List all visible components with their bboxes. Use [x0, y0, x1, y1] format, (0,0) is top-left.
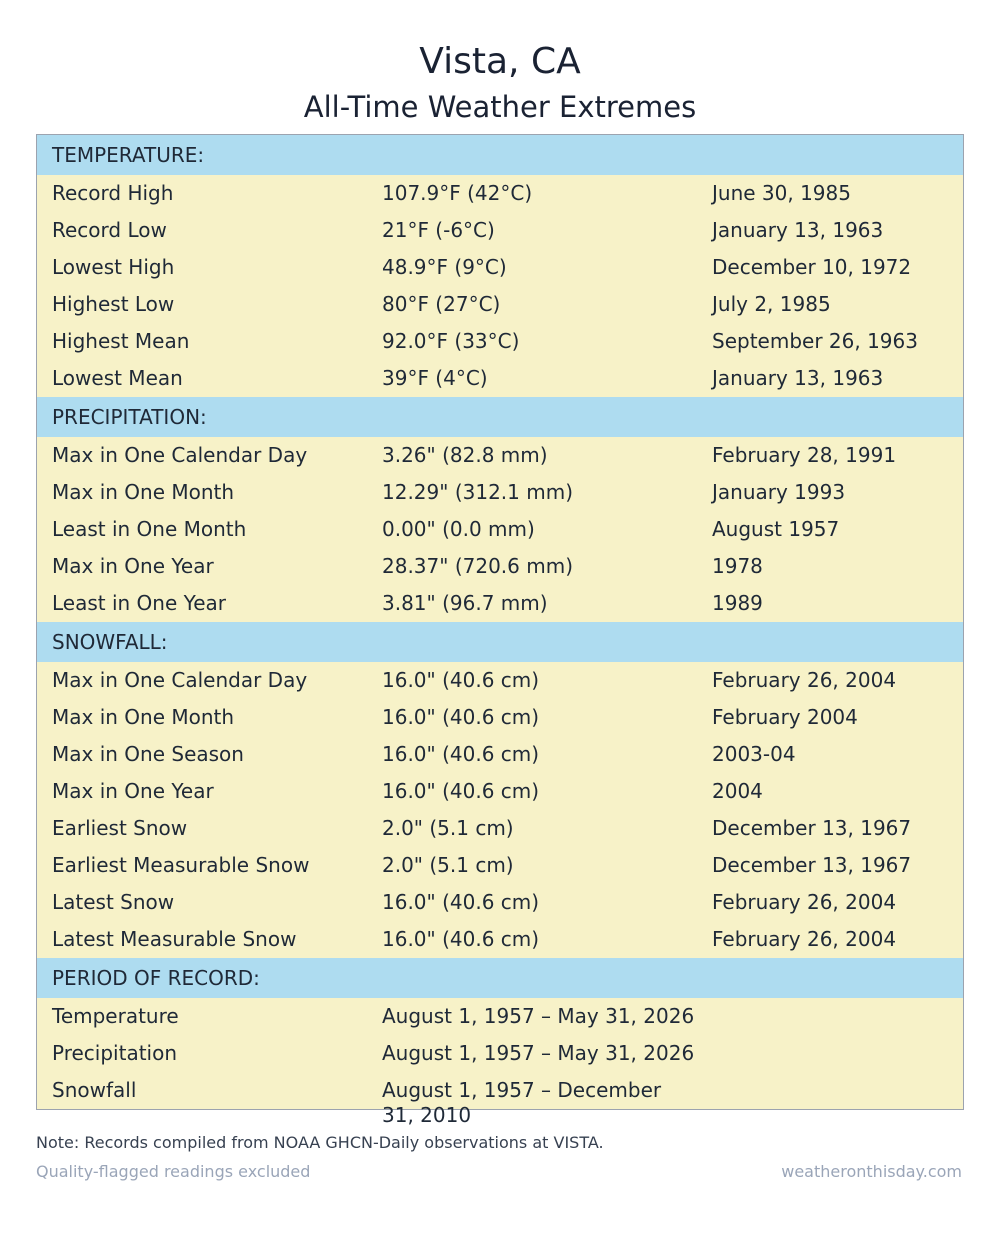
table-row	[37, 175, 963, 212]
footer-site-link[interactable]: weatheronthisday.com	[781, 1162, 962, 1181]
row-label: Snowfall	[52, 1078, 137, 1102]
row-value: 16.0" (40.6 cm)	[382, 890, 540, 914]
row-date: August 1957	[712, 517, 840, 541]
table-row	[37, 511, 963, 548]
row-label: Lowest High	[52, 255, 175, 279]
row-value: 21°F (-6°C)	[382, 218, 495, 242]
table-row	[37, 773, 963, 810]
row-date: June 30, 1985	[712, 181, 851, 205]
row-value: 16.0" (40.6 cm)	[382, 668, 540, 692]
table-row	[37, 921, 963, 958]
row-value: August 1, 1957 – May 31, 2026	[382, 1041, 695, 1065]
row-label: Max in One Calendar Day	[52, 668, 308, 692]
table-row	[37, 1035, 963, 1072]
row-label: Record High	[52, 181, 174, 205]
table-row	[37, 810, 963, 847]
table-row	[37, 884, 963, 921]
page-title: Vista, CA	[419, 41, 581, 82]
row-value: 12.29" (312.1 mm)	[382, 480, 573, 504]
row-label: Highest Low	[52, 292, 175, 316]
row-label: Earliest Measurable Snow	[52, 853, 310, 877]
row-date: 2004	[712, 779, 763, 803]
row-date: February 26, 2004	[712, 890, 897, 914]
row-value: 16.0" (40.6 cm)	[382, 927, 540, 951]
row-value: 2.0" (5.1 cm)	[382, 853, 514, 877]
source-note: Note: Records compiled from NOAA GHCN-Daily observations at VISTA.	[36, 1133, 604, 1152]
table-row	[37, 212, 963, 249]
row-value: 0.00" (0.0 mm)	[382, 517, 535, 541]
row-label: Max in One Season	[52, 742, 244, 766]
table-row	[37, 360, 963, 397]
table-row	[37, 699, 963, 736]
row-value: 107.9°F (42°C)	[382, 181, 533, 205]
table-row	[37, 585, 963, 622]
section-header-precipitation: PRECIPITATION:	[37, 397, 963, 437]
row-value: 16.0" (40.6 cm)	[382, 779, 540, 803]
row-label: Max in One Year	[52, 554, 214, 578]
section-header-temperature: TEMPERATURE:	[37, 135, 963, 175]
row-date: December 13, 1967	[712, 816, 912, 840]
table-row	[37, 998, 963, 1035]
table-row	[37, 736, 963, 773]
row-date: February 26, 2004	[712, 927, 897, 951]
row-value: August 1, 1957 – May 31, 2026	[382, 1004, 695, 1028]
row-date: December 10, 1972	[712, 255, 912, 279]
row-value: 16.0" (40.6 cm)	[382, 742, 540, 766]
row-date: January 1993	[712, 480, 846, 504]
row-value: 3.26" (82.8 mm)	[382, 443, 548, 467]
row-date: July 2, 1985	[712, 292, 831, 316]
row-value: 92.0°F (33°C)	[382, 329, 520, 353]
row-value: 16.0" (40.6 cm)	[382, 705, 540, 729]
row-date: September 26, 1963	[712, 329, 918, 353]
extremes-table	[36, 134, 964, 1127]
row-label: Record Low	[52, 218, 167, 242]
row-label: Latest Measurable Snow	[52, 927, 297, 951]
table-row	[37, 474, 963, 511]
table-row	[37, 548, 963, 585]
row-label: Earliest Snow	[52, 816, 188, 840]
row-date: February 28, 1991	[712, 443, 897, 467]
table-row	[37, 662, 963, 699]
row-date: February 2004	[712, 705, 858, 729]
row-label: Latest Snow	[52, 890, 175, 914]
page-subtitle: All-Time Weather Extremes	[303, 90, 697, 124]
table-row	[37, 437, 963, 474]
row-value: 28.37" (720.6 mm)	[382, 554, 573, 578]
row-label: Temperature	[52, 1004, 179, 1028]
row-label: Lowest Mean	[52, 366, 183, 390]
table-row	[37, 249, 963, 286]
table-row	[37, 1072, 963, 1127]
row-date: January 13, 1963	[712, 366, 884, 390]
row-label: Max in One Year	[52, 779, 214, 803]
table-row	[37, 286, 963, 323]
row-date: 1989	[712, 591, 763, 615]
row-label: Least in One Month	[52, 517, 247, 541]
row-date: 1978	[712, 554, 763, 578]
row-date: December 13, 1967	[712, 853, 912, 877]
footer-quality-note: Quality-flagged readings excluded	[36, 1162, 311, 1181]
row-value: August 1, 1957 – December 31, 2010	[382, 1078, 662, 1127]
row-label: Least in One Year	[52, 591, 226, 615]
row-date: 2003-04	[712, 742, 796, 766]
row-value: 2.0" (5.1 cm)	[382, 816, 514, 840]
table-row	[37, 847, 963, 884]
section-header-period-of-record: PERIOD OF RECORD:	[37, 958, 963, 998]
row-value: 80°F (27°C)	[382, 292, 501, 316]
table-row	[37, 323, 963, 360]
row-value: 3.81" (96.7 mm)	[382, 591, 548, 615]
row-label: Max in One Month	[52, 705, 235, 729]
row-date: January 13, 1963	[712, 218, 884, 242]
row-label: Highest Mean	[52, 329, 190, 353]
row-date: February 26, 2004	[712, 668, 897, 692]
row-value: 39°F (4°C)	[382, 366, 488, 390]
section-header-snowfall: SNOWFALL:	[37, 622, 963, 662]
row-label: Max in One Month	[52, 480, 235, 504]
row-label: Precipitation	[52, 1041, 178, 1065]
row-value: 48.9°F (9°C)	[382, 255, 507, 279]
row-label: Max in One Calendar Day	[52, 443, 308, 467]
